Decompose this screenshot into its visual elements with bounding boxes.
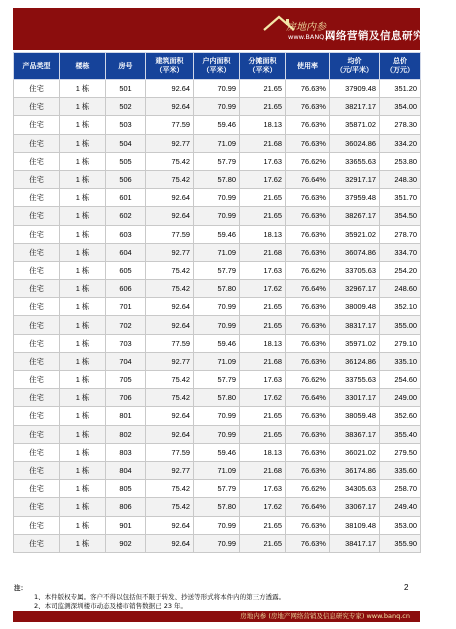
table-cell: 住宅	[14, 280, 60, 298]
column-header: 分摊面积 （平米）	[240, 53, 286, 80]
table-cell: 806	[106, 498, 146, 516]
table-cell: 59.46	[194, 443, 240, 461]
table-cell: 34305.63	[330, 480, 380, 498]
table-row	[14, 371, 421, 389]
table-cell: 334.20	[380, 134, 421, 152]
table-cell: 住宅	[14, 352, 60, 370]
table-cell: 76.63%	[286, 334, 330, 352]
table-cell: 335.60	[380, 461, 421, 479]
table-cell: 17.63	[240, 371, 286, 389]
table-cell: 351.20	[380, 80, 421, 98]
table-cell: 76.63%	[286, 243, 330, 261]
table-row	[14, 80, 421, 98]
table-cell: 76.62%	[286, 261, 330, 279]
table-cell: 75.42	[146, 498, 194, 516]
table-cell: 住宅	[14, 498, 60, 516]
table-cell: 248.30	[380, 170, 421, 188]
table-cell: 57.80	[194, 280, 240, 298]
table-cell: 57.79	[194, 371, 240, 389]
brand-url: www.BANQ.cn	[288, 33, 335, 41]
table-cell: 1 栋	[60, 461, 106, 479]
table-cell: 1 栋	[60, 116, 106, 134]
table-cell: 249.00	[380, 389, 421, 407]
table-cell: 70.99	[194, 98, 240, 116]
table-cell: 21.65	[240, 189, 286, 207]
table-cell: 住宅	[14, 443, 60, 461]
table-cell: 住宅	[14, 243, 60, 261]
table-cell: 住宅	[14, 425, 60, 443]
column-header: 建筑面积 （平米）	[146, 53, 194, 80]
table-row	[14, 352, 421, 370]
table-cell: 704	[106, 352, 146, 370]
table-cell: 804	[106, 461, 146, 479]
table-cell: 92.64	[146, 189, 194, 207]
table-row	[14, 152, 421, 170]
table-cell: 17.62	[240, 389, 286, 407]
table-cell: 38367.17	[330, 425, 380, 443]
table-row	[14, 98, 421, 116]
price-table	[13, 52, 421, 553]
table-cell: 76.63%	[286, 298, 330, 316]
table-cell: 77.59	[146, 225, 194, 243]
table-cell: 21.65	[240, 407, 286, 425]
table-row	[14, 534, 421, 552]
table-cell: 76.63%	[286, 189, 330, 207]
table-cell: 35921.02	[330, 225, 380, 243]
table-cell: 354.50	[380, 207, 421, 225]
table-cell: 92.77	[146, 134, 194, 152]
table-cell: 21.65	[240, 80, 286, 98]
table-cell: 354.00	[380, 98, 421, 116]
table-cell: 76.63%	[286, 116, 330, 134]
table-cell: 1 栋	[60, 134, 106, 152]
table-row	[14, 134, 421, 152]
table-cell: 76.63%	[286, 425, 330, 443]
table-cell: 1 栋	[60, 225, 106, 243]
table-cell: 92.64	[146, 516, 194, 534]
table-cell: 1 栋	[60, 334, 106, 352]
table-cell: 21.68	[240, 352, 286, 370]
table-cell: 住宅	[14, 170, 60, 188]
table-cell: 住宅	[14, 152, 60, 170]
table-cell: 17.63	[240, 152, 286, 170]
table-cell: 21.65	[240, 207, 286, 225]
table-header-row	[14, 53, 421, 80]
table-cell: 76.63%	[286, 407, 330, 425]
table-row	[14, 189, 421, 207]
table-cell: 21.65	[240, 534, 286, 552]
table-cell: 352.60	[380, 407, 421, 425]
table-cell: 76.63%	[286, 316, 330, 334]
table-cell: 355.90	[380, 534, 421, 552]
table-cell: 76.63%	[286, 534, 330, 552]
table-cell: 279.10	[380, 334, 421, 352]
column-header: 产品类型	[14, 53, 60, 80]
table-cell: 76.63%	[286, 207, 330, 225]
table-cell: 70.99	[194, 516, 240, 534]
table-cell: 76.63%	[286, 516, 330, 534]
table-cell: 1 栋	[60, 371, 106, 389]
table-cell: 92.64	[146, 425, 194, 443]
brand-name: 房地内参	[286, 22, 326, 33]
table-cell: 279.50	[380, 443, 421, 461]
table-cell: 住宅	[14, 371, 60, 389]
table-cell: 1 栋	[60, 298, 106, 316]
table-cell: 1 栋	[60, 80, 106, 98]
table-cell: 76.63%	[286, 352, 330, 370]
table-cell: 76.64%	[286, 498, 330, 516]
table-cell: 住宅	[14, 80, 60, 98]
table-cell: 住宅	[14, 98, 60, 116]
table-row	[14, 170, 421, 188]
table-cell: 76.63%	[286, 443, 330, 461]
table-row	[14, 461, 421, 479]
table-cell: 57.79	[194, 261, 240, 279]
table-cell: 351.70	[380, 189, 421, 207]
table-cell: 92.64	[146, 407, 194, 425]
column-header: 使用率	[286, 53, 330, 80]
table-cell: 住宅	[14, 316, 60, 334]
table-cell: 706	[106, 389, 146, 407]
table-cell: 21.65	[240, 298, 286, 316]
table-cell: 36024.86	[330, 134, 380, 152]
table-cell: 248.60	[380, 280, 421, 298]
table-cell: 住宅	[14, 298, 60, 316]
table-cell: 71.09	[194, 243, 240, 261]
table-cell: 38059.48	[330, 407, 380, 425]
table-cell: 92.64	[146, 534, 194, 552]
table-cell: 1 栋	[60, 498, 106, 516]
table-cell: 57.80	[194, 389, 240, 407]
table-cell: 253.80	[380, 152, 421, 170]
table-cell: 92.64	[146, 207, 194, 225]
table-cell: 57.79	[194, 152, 240, 170]
column-header: 均价 （元/平米）	[330, 53, 380, 80]
table-cell: 702	[106, 316, 146, 334]
table-cell: 住宅	[14, 189, 60, 207]
table-row	[14, 334, 421, 352]
table-cell: 801	[106, 407, 146, 425]
notes-label: 注：	[14, 584, 27, 592]
table-cell: 278.30	[380, 116, 421, 134]
table-cell: 1 栋	[60, 407, 106, 425]
table-cell: 70.99	[194, 425, 240, 443]
table-cell: 76.62%	[286, 152, 330, 170]
table-cell: 76.63%	[286, 134, 330, 152]
table-row	[14, 516, 421, 534]
column-header: 户内面积 （平米）	[194, 53, 240, 80]
table-cell: 75.42	[146, 389, 194, 407]
table-cell: 1 栋	[60, 280, 106, 298]
table-cell: 36074.86	[330, 243, 380, 261]
table-row	[14, 443, 421, 461]
table-cell: 住宅	[14, 534, 60, 552]
table-cell: 701	[106, 298, 146, 316]
table-cell: 606	[106, 280, 146, 298]
table-cell: 1 栋	[60, 152, 106, 170]
table-row	[14, 498, 421, 516]
table-cell: 住宅	[14, 261, 60, 279]
table-cell: 76.62%	[286, 371, 330, 389]
table-cell: 36021.02	[330, 443, 380, 461]
table-cell: 254.20	[380, 261, 421, 279]
table-row	[14, 407, 421, 425]
table-cell: 92.64	[146, 316, 194, 334]
header-slogan: 网络营销及信息研究专家	[325, 30, 446, 42]
table-cell: 76.63%	[286, 461, 330, 479]
table-cell: 35971.02	[330, 334, 380, 352]
table-cell: 59.46	[194, 225, 240, 243]
table-cell: 70.99	[194, 207, 240, 225]
table-cell: 21.68	[240, 243, 286, 261]
table-cell: 77.59	[146, 116, 194, 134]
table-cell: 1 栋	[60, 316, 106, 334]
table-cell: 504	[106, 134, 146, 152]
table-cell: 1 栋	[60, 243, 106, 261]
table-cell: 住宅	[14, 407, 60, 425]
table-cell: 505	[106, 152, 146, 170]
table-cell: 92.64	[146, 298, 194, 316]
table-row	[14, 480, 421, 498]
table-cell: 17.62	[240, 170, 286, 188]
table-cell: 36174.86	[330, 461, 380, 479]
table-cell: 18.13	[240, 334, 286, 352]
notes	[14, 584, 286, 611]
table-cell: 77.59	[146, 443, 194, 461]
table-cell: 1 栋	[60, 443, 106, 461]
table-cell: 37909.48	[330, 80, 380, 98]
table-cell: 604	[106, 243, 146, 261]
table-cell: 21.68	[240, 461, 286, 479]
table-cell: 805	[106, 480, 146, 498]
table-cell: 1 栋	[60, 389, 106, 407]
column-header: 总价 （万元）	[380, 53, 421, 80]
table-cell: 住宅	[14, 480, 60, 498]
table-cell: 503	[106, 116, 146, 134]
table-cell: 254.60	[380, 371, 421, 389]
note-item-2: 2、本司监测深圳楼市动态及楼市销售数据已 23 年。	[34, 602, 188, 610]
table-cell: 605	[106, 261, 146, 279]
table-cell: 38109.48	[330, 516, 380, 534]
table-cell: 18.13	[240, 116, 286, 134]
table-cell: 57.80	[194, 170, 240, 188]
table-cell: 33655.63	[330, 152, 380, 170]
table-cell: 33067.17	[330, 498, 380, 516]
table-cell: 38417.17	[330, 534, 380, 552]
column-header: 房号	[106, 53, 146, 80]
table-row	[14, 298, 421, 316]
table-cell: 603	[106, 225, 146, 243]
table-cell: 353.00	[380, 516, 421, 534]
page-number: 2	[404, 583, 409, 592]
table-cell: 住宅	[14, 516, 60, 534]
table-cell: 502	[106, 98, 146, 116]
table-cell: 75.42	[146, 280, 194, 298]
table-cell: 335.10	[380, 352, 421, 370]
table-cell: 802	[106, 425, 146, 443]
table-cell: 38217.17	[330, 98, 380, 116]
table-cell: 21.65	[240, 516, 286, 534]
column-header: 楼栋	[60, 53, 106, 80]
table-cell: 703	[106, 334, 146, 352]
table-cell: 住宅	[14, 134, 60, 152]
table-cell: 902	[106, 534, 146, 552]
table-row	[14, 261, 421, 279]
table-cell: 33017.17	[330, 389, 380, 407]
table-cell: 705	[106, 371, 146, 389]
table-cell: 1 栋	[60, 207, 106, 225]
table-cell: 76.62%	[286, 480, 330, 498]
footer-text: 房地内参 (房地产网络营销及信息研究专家) www.banq.cn	[240, 612, 410, 620]
table-cell: 76.64%	[286, 389, 330, 407]
table-cell: 21.68	[240, 134, 286, 152]
table-cell: 59.46	[194, 116, 240, 134]
table-cell: 1 栋	[60, 98, 106, 116]
table-cell: 258.70	[380, 480, 421, 498]
table-cell: 21.65	[240, 425, 286, 443]
table-cell: 住宅	[14, 116, 60, 134]
table-cell: 21.65	[240, 98, 286, 116]
table-cell: 17.62	[240, 498, 286, 516]
table-cell: 住宅	[14, 389, 60, 407]
table-cell: 71.09	[194, 352, 240, 370]
table-cell: 70.99	[194, 80, 240, 98]
table-cell: 38317.17	[330, 316, 380, 334]
table-cell: 住宅	[14, 461, 60, 479]
table-cell: 75.42	[146, 170, 194, 188]
note-item-1: 1、本件版权专属。客户不得以包括但不限于转发、抄送等形式将本件内的第三方透露。	[34, 593, 286, 601]
table-cell: 602	[106, 207, 146, 225]
table-cell: 71.09	[194, 461, 240, 479]
table-cell: 1 栋	[60, 480, 106, 498]
table-cell: 352.10	[380, 298, 421, 316]
table-row	[14, 207, 421, 225]
table-cell: 76.63%	[286, 80, 330, 98]
table-cell: 803	[106, 443, 146, 461]
table-cell: 75.42	[146, 261, 194, 279]
table-cell: 70.99	[194, 407, 240, 425]
table-row	[14, 316, 421, 334]
table-cell: 601	[106, 189, 146, 207]
table-cell: 住宅	[14, 225, 60, 243]
footer-banner	[13, 611, 420, 622]
table-cell: 1 栋	[60, 425, 106, 443]
table-cell: 1 栋	[60, 261, 106, 279]
table-row	[14, 280, 421, 298]
table-cell: 住宅	[14, 207, 60, 225]
table-cell: 1 栋	[60, 534, 106, 552]
table-cell: 71.09	[194, 134, 240, 152]
table-cell: 355.40	[380, 425, 421, 443]
table-cell: 17.63	[240, 261, 286, 279]
table-cell: 18.13	[240, 443, 286, 461]
table-cell: 35871.02	[330, 116, 380, 134]
table-cell: 92.77	[146, 243, 194, 261]
table-cell: 18.13	[240, 225, 286, 243]
table-cell: 334.70	[380, 243, 421, 261]
table-cell: 33755.63	[330, 371, 380, 389]
table-cell: 249.40	[380, 498, 421, 516]
table-row	[14, 116, 421, 134]
table-cell: 76.63%	[286, 98, 330, 116]
table-cell: 75.42	[146, 480, 194, 498]
table-row	[14, 389, 421, 407]
table-cell: 37959.48	[330, 189, 380, 207]
table-cell: 70.99	[194, 534, 240, 552]
table-cell: 32967.17	[330, 280, 380, 298]
table-row	[14, 225, 421, 243]
table-cell: 38009.48	[330, 298, 380, 316]
table-cell: 278.70	[380, 225, 421, 243]
table-cell: 75.42	[146, 371, 194, 389]
table-cell: 501	[106, 80, 146, 98]
table-cell: 92.77	[146, 352, 194, 370]
table-row	[14, 243, 421, 261]
table-cell: 住宅	[14, 334, 60, 352]
table-cell: 92.64	[146, 98, 194, 116]
table-cell: 1 栋	[60, 516, 106, 534]
table-cell: 32917.17	[330, 170, 380, 188]
table-cell: 17.62	[240, 280, 286, 298]
table-cell: 70.99	[194, 316, 240, 334]
table-cell: 506	[106, 170, 146, 188]
table-cell: 38267.17	[330, 207, 380, 225]
table-cell: 57.80	[194, 498, 240, 516]
table-row	[14, 425, 421, 443]
table-cell: 70.99	[194, 298, 240, 316]
table-cell: 92.77	[146, 461, 194, 479]
table-cell: 57.79	[194, 480, 240, 498]
table-cell: 1 栋	[60, 352, 106, 370]
table-cell: 77.59	[146, 334, 194, 352]
table-cell: 33705.63	[330, 261, 380, 279]
table-cell: 355.00	[380, 316, 421, 334]
table-cell: 75.42	[146, 152, 194, 170]
table-cell: 92.64	[146, 80, 194, 98]
table-cell: 1 栋	[60, 170, 106, 188]
table-cell: 76.63%	[286, 225, 330, 243]
table-cell: 59.46	[194, 334, 240, 352]
table-cell: 36124.86	[330, 352, 380, 370]
table-cell: 17.63	[240, 480, 286, 498]
table-cell: 76.64%	[286, 170, 330, 188]
table-cell: 901	[106, 516, 146, 534]
table-cell: 70.99	[194, 189, 240, 207]
table-cell: 76.64%	[286, 280, 330, 298]
table-cell: 21.65	[240, 316, 286, 334]
table-cell: 1 栋	[60, 189, 106, 207]
